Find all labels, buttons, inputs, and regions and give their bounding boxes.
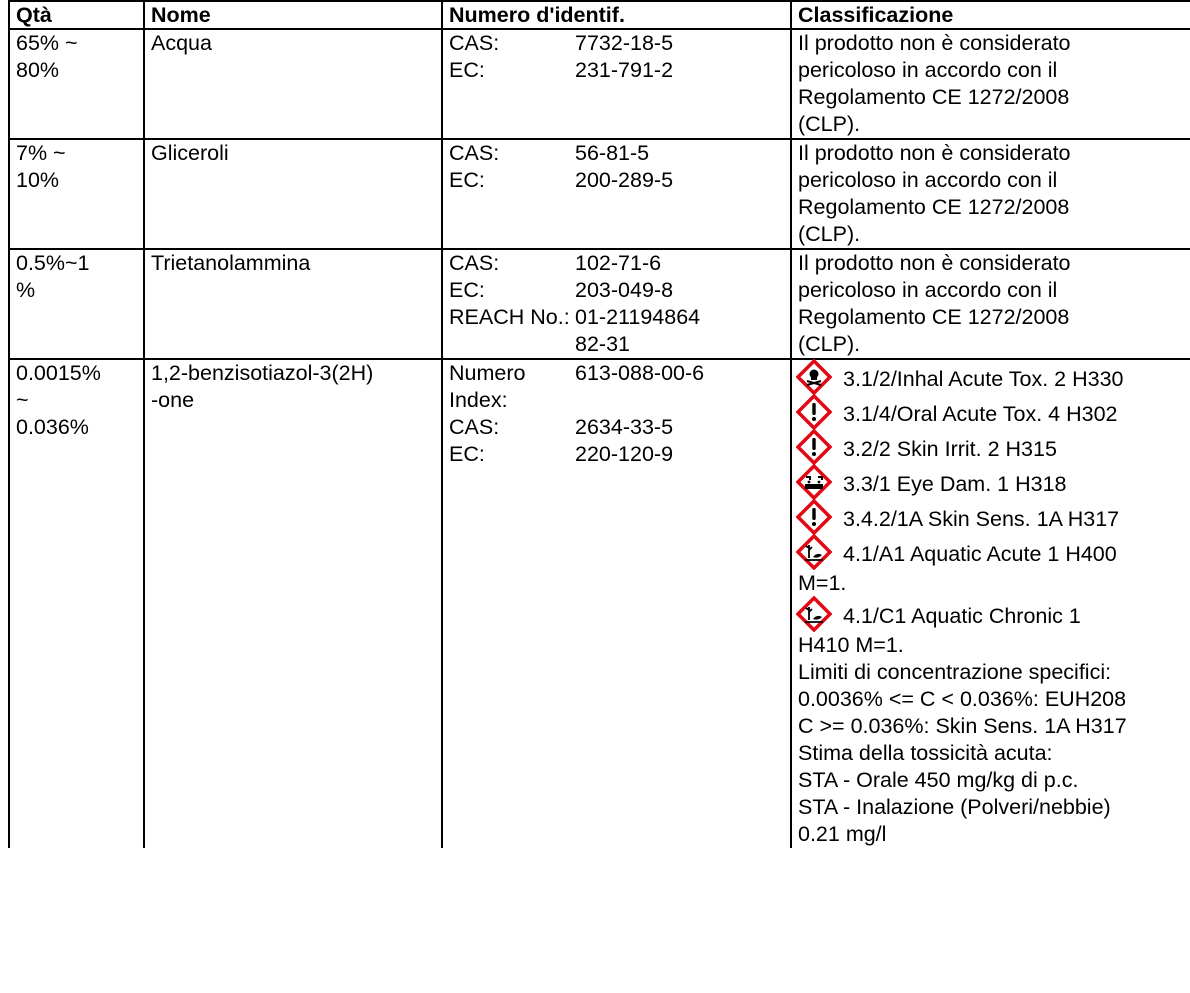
classification-cell — [791, 29, 1190, 139]
id-value: 203-049-8 — [575, 278, 674, 302]
classification-line: Regolamento CE 1272/2008 — [798, 305, 1070, 329]
classification-line: pericoloso in accordo con il — [798, 278, 1058, 302]
note-line: C >= 0.036%: Skin Sens. 1A H317 — [798, 714, 1127, 738]
id-value: 82-31 — [575, 332, 630, 356]
classification-line: Regolamento CE 1272/2008 — [798, 195, 1070, 219]
hazard-entry — [798, 401, 1190, 430]
exclamation-pictogram-icon — [796, 499, 832, 535]
id-cell — [442, 249, 791, 359]
id-value: 2634-33-5 — [575, 415, 674, 439]
id-label: EC: — [449, 442, 485, 466]
id-value: 56-81-5 — [575, 141, 650, 165]
id-cell — [442, 139, 791, 249]
note-line: Limiti di concentrazione specifici: — [798, 660, 1112, 684]
hazard-text: 4.1/C1 Aquatic Chronic 1 — [843, 604, 1081, 628]
id-label: REACH No.: — [449, 305, 570, 329]
classification-line: (CLP). — [798, 332, 861, 356]
classification-line: Regolamento CE 1272/2008 — [798, 85, 1070, 109]
header-qty: Qtà — [9, 1, 144, 29]
name-cell — [144, 359, 442, 848]
skull-pictogram-icon — [796, 359, 832, 395]
id-value: 7732-18-5 — [575, 31, 674, 55]
id-value: 200-289-5 — [575, 168, 674, 192]
classification-line: Il prodotto non è considerato — [798, 31, 1071, 55]
hazard-text: 3.1/4/Oral Acute Tox. 4 H302 — [843, 402, 1118, 426]
classification-line: pericoloso in accordo con il — [798, 168, 1058, 192]
name-cell — [144, 139, 442, 249]
header-id: Numero d'identif. — [442, 1, 791, 29]
note-line: 0.21 mg/l — [798, 822, 887, 846]
header-classification: Classificazione — [791, 1, 1190, 29]
classification-line: (CLP). — [798, 112, 861, 136]
classification-line: pericoloso in accordo con il — [798, 58, 1058, 82]
name-cell — [144, 249, 442, 359]
id-value: 613-088-00-6 — [575, 361, 705, 385]
table-row — [9, 249, 1190, 359]
qty-cell — [9, 139, 144, 249]
qty-line: ~ — [16, 388, 29, 412]
qty-cell — [9, 249, 144, 359]
classification-cell — [791, 139, 1190, 249]
qty-line: 0.036% — [16, 415, 89, 439]
qty-line: 65% ~ — [16, 31, 78, 55]
environment-pictogram-icon — [796, 596, 832, 632]
qty-line: 10% — [16, 168, 60, 192]
classification-line: Il prodotto non è considerato — [798, 141, 1071, 165]
id-label: CAS: — [449, 415, 500, 439]
hazard-text: 3.2/2 Skin Irrit. 2 H315 — [843, 437, 1057, 461]
hazard-continuation: M=1. — [798, 571, 847, 595]
composition-table — [8, 0, 1190, 848]
hazard-text: 3.4.2/1A Skin Sens. 1A H317 — [843, 507, 1120, 531]
id-value: 102-71-6 — [575, 251, 662, 275]
hazard-entry — [798, 506, 1190, 535]
id-value: 231-791-2 — [575, 58, 674, 82]
header-row — [9, 1, 1190, 29]
name-line: Gliceroli — [151, 141, 229, 165]
id-value: 220-120-9 — [575, 442, 674, 466]
classification-line: (CLP). — [798, 222, 861, 246]
table-row — [9, 139, 1190, 249]
corrosion-pictogram-icon — [796, 464, 832, 500]
id-label: CAS: — [449, 141, 500, 165]
id-label: CAS: — [449, 251, 500, 275]
name-line: -one — [151, 388, 195, 412]
id-label: EC: — [449, 168, 485, 192]
name-line: Acqua — [151, 31, 212, 55]
exclamation-pictogram-icon — [796, 394, 832, 430]
note-line: STA - Inalazione (Polveri/nebbie) — [798, 795, 1111, 819]
id-label: EC: — [449, 278, 485, 302]
hazard-entry — [798, 471, 1190, 500]
name-cell — [144, 29, 442, 139]
classification-cell — [791, 249, 1190, 359]
qty-cell — [9, 29, 144, 139]
note-line: 0.0036% <= C < 0.036%: EUH208 — [798, 687, 1127, 711]
classification-cell — [791, 359, 1190, 848]
hazard-text: 3.3/1 Eye Dam. 1 H318 — [843, 472, 1067, 496]
hazard-continuation: H410 M=1. — [798, 633, 904, 657]
id-label: Numero — [449, 361, 526, 385]
id-value — [575, 387, 784, 414]
id-label: Index: — [449, 388, 508, 412]
environment-pictogram-icon — [796, 534, 832, 570]
table-row — [9, 29, 1190, 139]
hazard-text: 3.1/2/Inhal Acute Tox. 2 H330 — [843, 367, 1124, 391]
hazard-text: 4.1/A1 Aquatic Acute 1 H400 — [843, 542, 1117, 566]
note-line: STA - Orale 450 mg/kg di p.c. — [798, 768, 1079, 792]
id-cell — [442, 359, 791, 848]
classification-line: Il prodotto non è considerato — [798, 251, 1071, 275]
exclamation-pictogram-icon — [796, 429, 832, 465]
note-line: Stima della tossicità acuta: — [798, 741, 1053, 765]
id-label — [449, 331, 575, 358]
hazard-entry — [798, 603, 1190, 632]
header-name: Nome — [144, 1, 442, 29]
hazard-entry — [798, 436, 1190, 465]
qty-line: 80% — [16, 58, 60, 82]
id-label: EC: — [449, 58, 485, 82]
id-cell — [442, 29, 791, 139]
hazard-entry — [798, 366, 1190, 395]
qty-line: 7% ~ — [16, 141, 66, 165]
qty-cell — [9, 359, 144, 848]
qty-line: 0.5%~1 — [16, 251, 90, 275]
qty-line: 0.0015% — [16, 361, 101, 385]
composition-table-page — [8, 0, 1183, 848]
name-line: 1,2-benzisotiazol-3(2H) — [151, 361, 374, 385]
name-line: Trietanolammina — [151, 251, 311, 275]
id-value: 01-21194864 — [575, 305, 701, 329]
table-row — [9, 359, 1190, 848]
qty-line: % — [16, 278, 36, 302]
hazard-entry — [798, 541, 1190, 570]
id-label: CAS: — [449, 31, 500, 55]
